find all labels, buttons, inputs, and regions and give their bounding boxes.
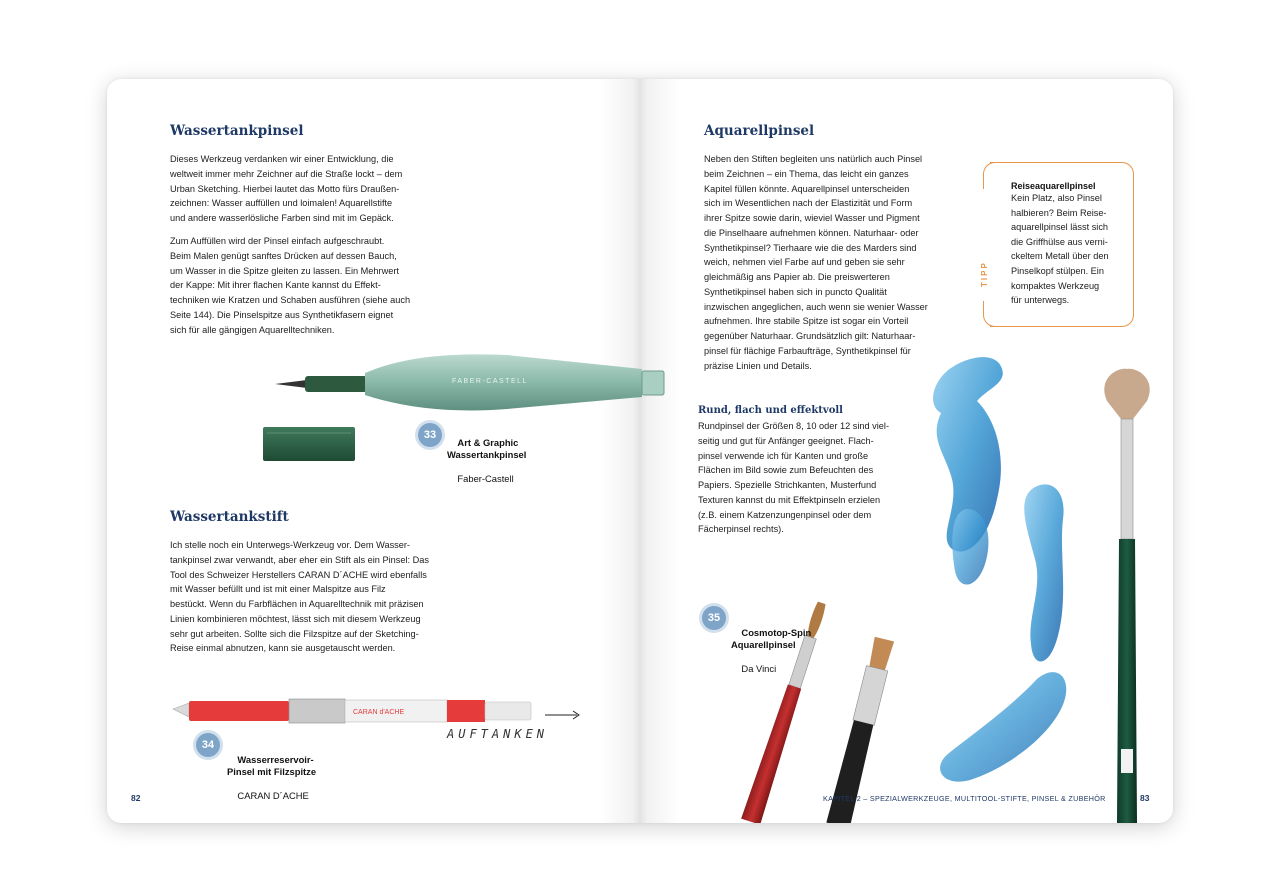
pen-end-cap — [485, 702, 531, 720]
tip-label: TIPP — [980, 261, 989, 287]
heading-wassertankpinsel: Wassertankpinsel — [170, 123, 304, 139]
felt-tip-pen-illustration — [157, 689, 627, 749]
fan-brush-ferrule — [1121, 419, 1133, 539]
page-footer-chapter: KAPITEL 2 – SPEZIALWERKZEUGE, MULTITOOL-STIFTE, PINSEL & ZUBEHÖR — [823, 794, 1106, 803]
caption-34 — [227, 742, 316, 814]
tip-body: Kein Platz, also Pinsel halbieren? Beim Reise- aquarellpinsel lässt sich die Griffhülse aus verni- ckeltem Metall über den Pinselkopf stülpen. Ein kompaktes Werkzeug für unterwegs. — [1011, 193, 1109, 306]
black-brush-handle — [826, 720, 875, 823]
fan-brush-barcode — [1121, 749, 1133, 773]
black-brush-hair — [867, 637, 894, 671]
pen-front-section — [189, 701, 289, 721]
paragraph-wassertankpinsel-1: Dieses Werkzeug verdanken wir einer Entwicklung, die weltweit immer mehr Zeichner auf die Straße lockt – dem Urban Sketching. Hierbei lautet das Motto fürs Draußen- zeichnen: Wasser auffüllen und loimalen! Aquarellstifte und andere wasserlösliche Farben sind mit im Gepäck. — [170, 154, 403, 223]
paragraph-wassertankstift: Ich stelle noch ein Unterwegs-Werkzeug vor. Dem Wasser- tankpinsel zwar verwandt, aber eher ein Stift als ein Pinsel: Das Tool des Schweizer Herstellers CARAN D´ACHE wird ebenfalls mit Wasser befüllt und ist mit einer Malspitze aus Filz bestückt. Wenn du Farbflächen in Aquarelltechnik mit präzisen Linien kombinieren möchtest, lässt sich mit diesem Werkzeug sehr gut arbeiten. Sollte sich die Filzspitze auf der Sketching- Reise einmal abnutzen, kann sie ausgetauscht werden. — [170, 540, 429, 654]
brush-grip — [305, 376, 367, 392]
heading-rund-flach: Rund, flach und effektvoll — [698, 405, 843, 416]
tip-title: Reiseaquarellpinsel — [1011, 181, 1096, 191]
fan-brush — [1104, 369, 1149, 823]
pen-end-red — [447, 700, 485, 722]
paragraph-rund-flach: Rundpinsel der Größen 8, 10 oder 12 sind viel- seitig und gut für Anfänger geeignet. Flach- pinsel verwende ich für Kanten und große Flächen im Bild sowie zum Befeuchten des Papiers. Spezielle Strichkanten, Musterfund Texturen kannst du mit Effektpinseln erzielen (z.B. einem Katzenzungenpinsel oder dem Fächerpinsel rechts). — [698, 421, 890, 535]
book-spread — [107, 79, 1173, 823]
brush-cap — [263, 427, 355, 461]
figure-badge-33: 33 — [418, 423, 442, 447]
figure-badge-34: 34 — [196, 733, 220, 757]
caption-34-brand: CARAN D´ACHE — [237, 790, 309, 801]
watercolor-splash-middle — [1024, 484, 1063, 661]
caption-35 — [731, 615, 811, 687]
caption-35-title: Cosmotop-Spin Aquarellpinsel — [731, 627, 812, 650]
paragraph-wassertankpinsel-2: Zum Auffüllen wird der Pinsel einfach aufgeschraubt. Beim Malen genügt sanftes Drücken auf dessen Bauch, um Wasser in die Spitze gleiten zu lassen. Ein Mehrwert der Kappe: Mit ihrer flachen Kante kannst du Effekt- techniken wie Kratzen und Schaben ausführen (siehe auch Seite 144). Die Pinselspitze aus Synthetikfasern eignet sich für alle gängigen Aquarelltechniken. — [170, 236, 411, 335]
brush-tip — [275, 380, 307, 388]
figure-badge-35: 35 — [702, 606, 726, 630]
handwriting-auftanken: AUFTANKEN — [447, 727, 549, 741]
paragraph-aquarellpinsel: Neben den Stiften begleiten uns natürlich auch Pinsel beim Zeichnen – ein Thema, das leicht ein ganzes Kapitel füllen könnte. Aquarellpinsel unterscheiden sich im Wesentlichen nach der Elastizität und Form ihrer Spitze sowie darin, wieviel Wasser und Pigment die Pinselhaare aufnehmen können. Naturhaar- oder Synthetikpinsel? Tierhaare wie die des Marders sind weich, nehmen viel Farbe auf und geben sie sehr gleichmäßig ans Papier ab. Die preiswerteren Synthetikpinsel haben sich in puncto Qualität inzwischen angeglichen, auch wenn sie wenier Wasser aufnehmen. Ihre stabile Spitze ist sogar ein Vorteil gegenüber Naturhaar. Grundsätzlich gilt: Naturhaar- pinsel für flächige Farbaufträge, Synthetikpinsel für präzise Linien und Details. — [704, 154, 928, 371]
brush-end-cap — [642, 371, 664, 395]
black-brush-ferrule — [853, 666, 888, 726]
page-number-left: 82 — [131, 793, 141, 803]
caption-33 — [447, 425, 526, 497]
pen-brand-label: CARAN d'ACHE — [353, 709, 405, 716]
heading-wassertankstift: Wassertankstift — [170, 509, 289, 525]
watercolor-splash-bottom — [940, 672, 1066, 782]
caption-34-title: Wasserreservoir- Pinsel mit Filzspitze — [227, 754, 317, 777]
pen-metal-ring — [289, 699, 345, 723]
page-number-right: 83 — [1140, 793, 1150, 803]
red-brush-handle — [741, 684, 804, 823]
brushes-watercolor-illustration — [697, 349, 1173, 823]
tip-content — [1011, 181, 1109, 308]
watercolor-splash-small — [952, 509, 988, 585]
caption-33-title: Art & Graphic Wassertankpinsel — [447, 437, 527, 460]
caption-35-brand: Da Vinci — [741, 663, 777, 674]
fan-brush-hair — [1104, 369, 1149, 419]
caption-33-brand: Faber-Castell — [457, 473, 514, 484]
brush-brand-label: FABER-CASTELL — [452, 378, 528, 385]
felt-tip — [173, 703, 189, 717]
heading-aquarellpinsel: Aquarellpinsel — [704, 123, 815, 139]
fan-brush-handle — [1117, 539, 1137, 823]
